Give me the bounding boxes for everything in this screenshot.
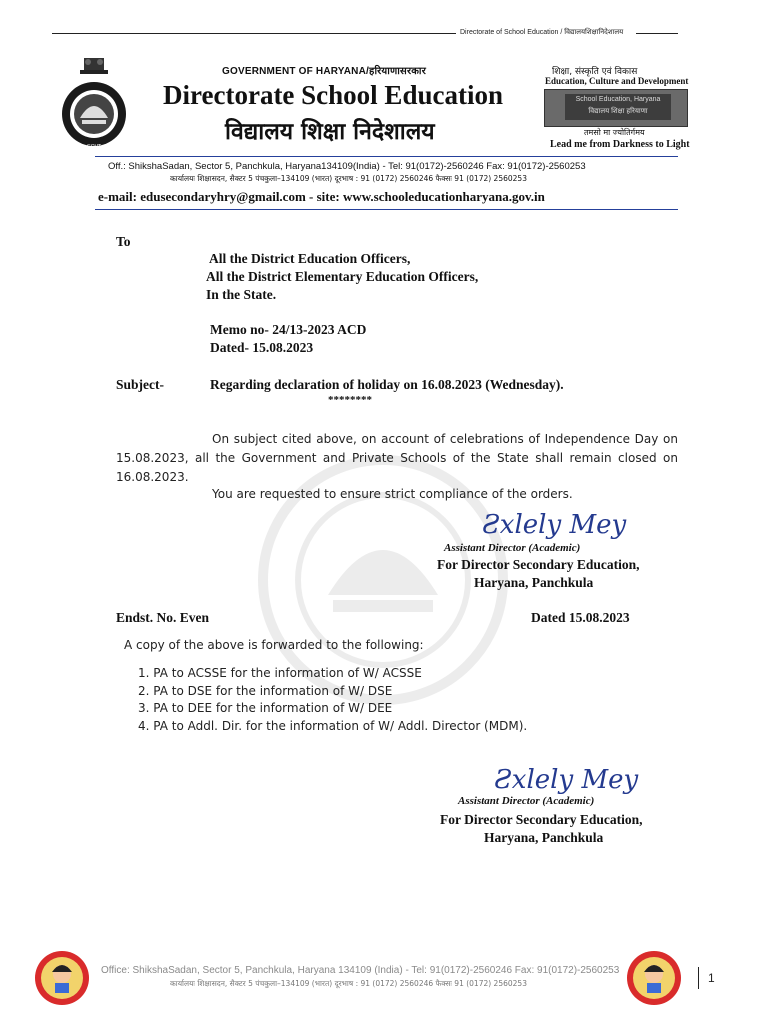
header-rule-bottom bbox=[95, 209, 678, 210]
signatory-for-1: For Director Secondary Education, bbox=[437, 557, 640, 572]
signatory-place-1: Haryana, Panchkula bbox=[474, 575, 594, 590]
haryana-emblem-logo bbox=[58, 56, 130, 156]
sanskrit-motto: तमसो मा ज्योतिर्गमय bbox=[584, 128, 645, 137]
signatory-place-2: Haryana, Panchkula bbox=[484, 830, 604, 845]
beti-bachao-logo-right bbox=[626, 950, 682, 1006]
signature-scrawl-1: Ƨxlely Mey bbox=[482, 510, 627, 540]
list-item: 4. PA to Addl. Dir. for the information of W/ Addl. Director (MDM). bbox=[138, 718, 528, 733]
copy-intro: A copy of the above is forwarded to the following: bbox=[124, 638, 424, 652]
motto-en: Education, Culture and Development bbox=[545, 76, 689, 86]
header-rule-top bbox=[95, 156, 678, 157]
separator-stars: ******** bbox=[328, 394, 372, 406]
list-item: 1. PA to ACSSE for the information of W/ ACSSE bbox=[138, 666, 422, 680]
endorsement-date: Dated 15.08.2023 bbox=[531, 610, 630, 625]
recipient-2: All the District Elementary Education Officers, bbox=[206, 269, 479, 284]
logo-line-2: विद्यालय शिक्षा हरियाणा bbox=[588, 108, 648, 115]
copy-to-list bbox=[138, 665, 527, 735]
list-item: 2. PA to DSE for the information of W/ DSE bbox=[138, 683, 393, 698]
directorate-title-hi: विद्यालय शिक्षा निदेशालय bbox=[225, 119, 435, 145]
office-address-en: Off.: ShikshaSadan, Sector 5, Panchkula, Haryana134109(India) - Tel: 91(0172)-2560246 Fax: 91(0172)-2560253 bbox=[108, 161, 586, 172]
header-caption: Directorate of School Education / विद्यालयशिक्षानिदेशालय bbox=[460, 29, 624, 36]
signatory-for-2: For Director Secondary Education, bbox=[440, 812, 643, 827]
memo-number: Memo no- 24/13-2023 ACD bbox=[210, 322, 367, 337]
body-paragraph-1: On subject cited above, on account of celebrations of Independence Day on 15.08.2023, all the Government and Private Schools of the State shall remain closed on 16.08.2023. bbox=[116, 432, 678, 484]
memo-date: Dated- 15.08.2023 bbox=[210, 340, 314, 355]
subject-text: Regarding declaration of holiday on 16.08.2023 (Wednesday). bbox=[210, 377, 564, 392]
top-rule-right bbox=[636, 33, 678, 34]
email-site-line: e-mail: edusecondaryhry@gmail.com - site: www.schooleducationharyana.gov.in bbox=[98, 189, 545, 204]
signatory-title-2: Assistant Director (Academic) bbox=[458, 795, 595, 807]
beti-bachao-logo-left bbox=[34, 950, 90, 1006]
page-number: 1 bbox=[708, 971, 715, 985]
sanskrit-motto-en: Lead me from Darkness to Light bbox=[550, 139, 690, 150]
logo-line-1: School Education, Haryana bbox=[575, 96, 661, 103]
page-number-divider bbox=[698, 967, 699, 989]
recipient-1: All the District Education Officers, bbox=[209, 251, 411, 266]
recipient-3: In the State. bbox=[206, 287, 277, 302]
directorate-title-en: Directorate School Education bbox=[163, 80, 503, 110]
endorsement-number: Endst. No. Even bbox=[116, 610, 210, 625]
top-rule-left bbox=[52, 33, 456, 34]
signatory-title-1: Assistant Director (Academic) bbox=[444, 542, 581, 554]
subject-label: Subject- bbox=[116, 377, 164, 392]
school-education-logo-box bbox=[544, 89, 688, 127]
government-label: GOVERNMENT OF HARYANA/हरियाणासरकार bbox=[222, 66, 427, 77]
svg-text:GOVT: GOVT bbox=[86, 144, 102, 150]
office-address-hi: कार्यालयः शिक्षासदन, सैक्टर 5 पंचकुला–134109 (भारत) दूरभाष : 91 (0172) 2560246 फैक्सः 91 (0172) 2560253 bbox=[170, 174, 527, 183]
footer-address-hi: कार्यालयः शिक्षासदन, सैक्टर 5 पंचकुला–134109 (भारत) दूरभाष : 91 (0172) 2560246 फैक्सः 91 (0172) 2560253 bbox=[170, 979, 527, 988]
school-education-logo bbox=[565, 94, 671, 120]
signature-scrawl-2: Ƨxlely Mey bbox=[494, 765, 639, 795]
body-paragraph-2: You are requested to ensure strict compliance of the orders. bbox=[212, 487, 573, 501]
to-label: To bbox=[116, 234, 131, 249]
list-item: 3. PA to DEE for the information of W/ DEE bbox=[138, 701, 393, 715]
motto-hi: शिक्षा, संस्कृति एवं विकास bbox=[552, 67, 638, 77]
footer-address-en: Office: ShikshaSadan, Sector 5, Panchkula, Haryana 134109 (India) - Tel: 91(0172)-2560246 Fax: 91(0172)-2560253 bbox=[101, 965, 620, 976]
